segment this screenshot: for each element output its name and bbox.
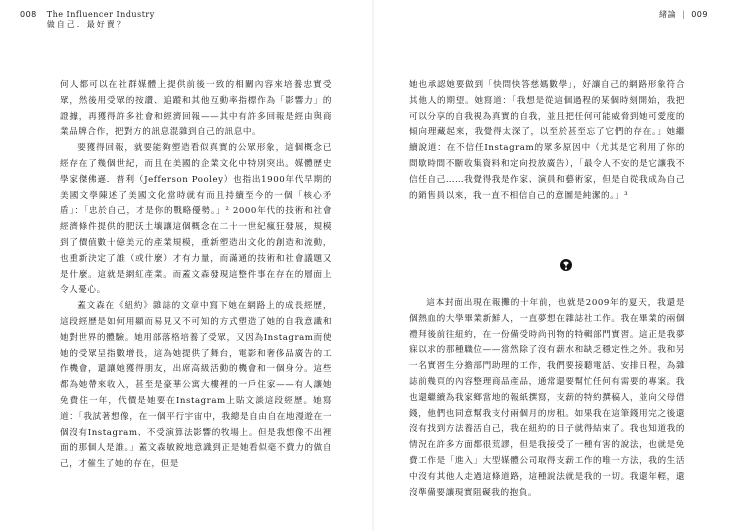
right-body-text-top: [409, 78, 685, 204]
left-running-head: [20, 10, 155, 30]
left-paragraph-1: 何人都可以在社群媒體上提供前後一致的相關內容來培養忠實受眾，然後用受眾的按讚、追蹤和其他互動率指標作為「影響力」的證據，再獲得許多社會和經濟回報——其中有許多回報是經由與商業品牌合作，把對方的訊息混雜到自己的訊息中。: [60, 80, 332, 138]
chapter-subtitle: 做自己．最好賣？: [46, 20, 127, 29]
section-break-ornament-icon: [559, 258, 573, 272]
left-paragraph-3: 蓋文森在《紐約》雜誌的文章中寫下她在網路上的成長經歷，這段經歷是如何用顯而易見又不可知的方式塑造了她的自我意識和她對世界的體驗。她用部落格培養了受眾，又因為Instagram而使她的受眾呈指數增長，這為她提供了舞台，電影和奢侈品廣告的工作機會，還讓她獲得朋友，出席高級活動的機會和一個身分。這些都為她帶來收入，甚至是豪華公寓大樓裡的一戶住家——有人讓她免費住一年，代價是她要在Instagram上貼文談這段經歷。她寫道：「我試著想像，在一個平行宇宙中，我總是自由自在地漫遊在一個沒有Instagram、不受演算法影響的牧場上。但是我想像不出裡面的那個人是誰。」蓋文森敏銳地意識到正是她看似毫不費力的做自己，才催生了她的存在，但是: [60, 301, 332, 470]
left-paragraph-2: 要獲得回報，就要能夠塑造看似真實的公眾形象，這個概念已經存在了幾個世紀，而且在美國的企業文化中特別突出。媒體歷史學家傑佛遜．普利（Jefferson Pooley）也指出1900年代早期的美國文學陳述了美國文化當時就有而且持續至今的一個「核心矛盾」：「忠於自己，才是你的戰略優勢。」² 2000年代的技術和社會經濟條件提供的肥沃土壤讓這個概念在二十一世紀瘋狂發展，規模到了價值數十億美元的產業規模，重新塑造出文化的創造和流動，也重新決定了誰（或什麼）才有力量，而滿通的技術和社會議題又是什麼。這就是網紅產業。而蓋文森發現這整件事在存在的層面上令人憂心。: [60, 143, 332, 296]
right-page: [375, 0, 750, 531]
right-body-text-bottom: [409, 296, 685, 501]
right-running-head: [659, 10, 708, 20]
running-head-separator: |: [682, 10, 686, 19]
book-title: The Influencer Industry: [46, 10, 155, 19]
left-body-text: [60, 78, 332, 473]
running-title: [47, 10, 155, 30]
right-page-number: 009: [691, 10, 708, 19]
right-paragraph-2: 這本封面出現在報攤的十年前，也就是2009年的夏天，我還是個熱血的大學畢業新鮮人，一直夢想在雜誌社工作。我在畢業的兩個禮拜後前往紐約，在一份備受時尚刊物的特輯部門實習。這正是我夢寐以求的那種職位——當然除了沒有薪水和缺乏穩定性之外。我和另一名實習生分擔部門助理的工作，我們要接聽電話、安排日程，為雜誌前幾頁的內容整理商品產品，通常還要幫忙任何有需要的專案。我也還繼續為我家鄉當地的報紙撰寫，支薪的特約撰稿人，並向父母借錢，他們也同意幫我支付兩個月的房租。如果我在這筆錢用完之後還沒有找到方法養活自己，我在紐約的日子就得結束了。我也知道我的情況在許多方面都很荒謬，但是我接受了一種有害的說法，也就是免費工作是「進入」大型媒體公司取得支薪工作的唯一方法，我的生活中沒有其他人走過這條道路，這種說法就是我的一切。我還年輕，還沒準備要讓現實阻礙我的抱負。: [409, 298, 685, 498]
left-page-number: 008: [20, 10, 37, 19]
right-paragraph-1: 她也承認她要做到「快問快答慈媽數學」，好讓自己的網路形象符合其他人的期望。她寫道：「我想是從這個過程的某個時刻開始，我把可以分享的自我視為真實的自我，並且把任何可能威脅到她可愛度的傾向理藏起來，我覺得太深了，以至於甚至忘了它們的存在。」她繼續說道：在不信任Instagram的眾多原因中（尤其是它利用了你的間歇時間不斷收集資料和定向投放廣告），「最令人不安的是它讓我不信任自己……我覺得我是作家、演員和藝術家，但是自從我成為自己的銷售員以來，我一直不相信自己的意圖是純潔的。」³: [409, 80, 685, 201]
section-title: 緒論: [659, 10, 677, 19]
